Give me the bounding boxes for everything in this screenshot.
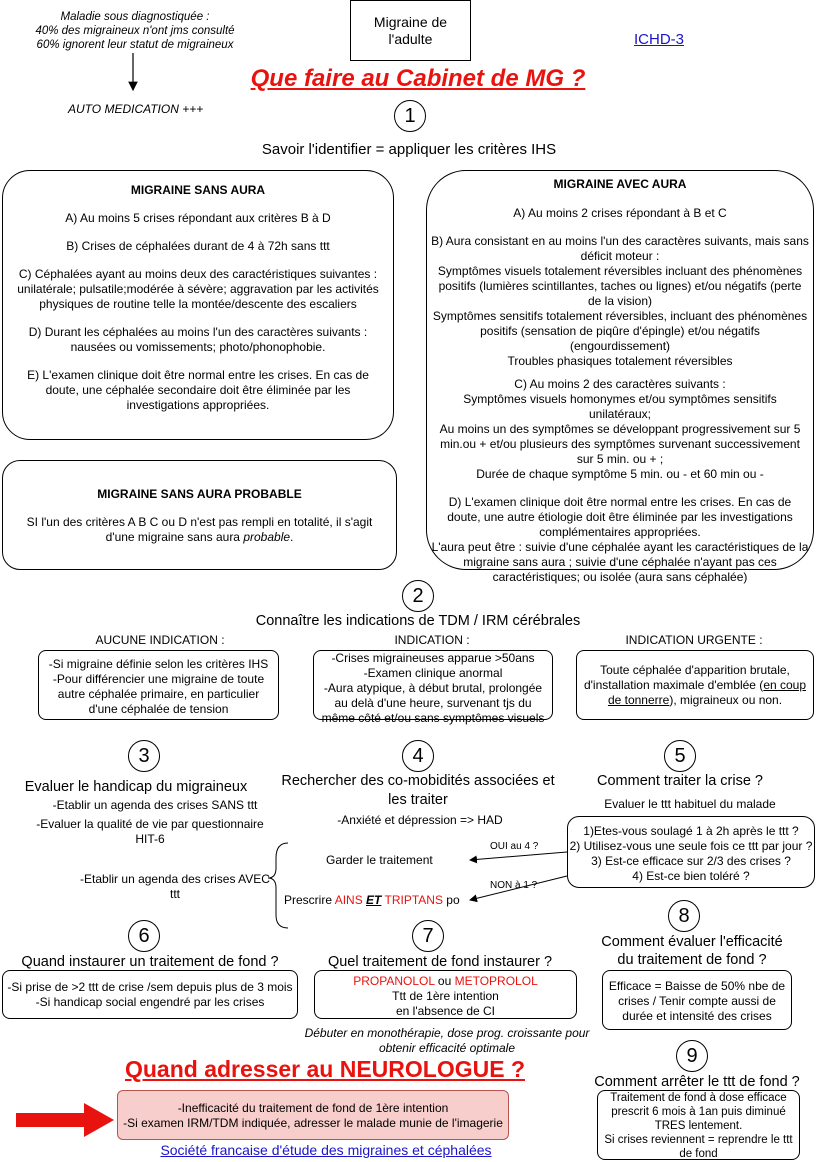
- criterion-d: [431, 495, 809, 585]
- indication-line: -Crises migraineuses apparue >50ans: [331, 651, 535, 665]
- step-number-4: 4: [402, 740, 434, 772]
- drug-line: [317, 974, 574, 989]
- probable-text-part: .: [290, 530, 294, 544]
- criterion-b: B) Crises de céphalées durant de 4 à 72h sans ttt: [66, 239, 330, 253]
- note-line: Maladie sous diagnostiquée :: [60, 11, 210, 23]
- col-label-indication: INDICATION :: [394, 633, 470, 647]
- step3-agenda-sans: -Etablir un agenda des crises SANS ttt: [52, 798, 258, 812]
- keep-treatment: Garder le traitement: [326, 853, 433, 867]
- col-label-aucune: AUCUNE INDICATION :: [95, 633, 225, 647]
- fond-which-line: Ttt de 1ère intention: [392, 989, 499, 1003]
- indication-line: -Pour différencier une migraine de toute autre céphalée primaire, en particulier d'une céphalée de tension: [52, 672, 265, 716]
- conjunction-et: ET: [366, 893, 382, 907]
- box-title: MIGRAINE AVEC AURA: [553, 177, 687, 191]
- probable-text-part: SI l'un des critères A B C ou D n'est pas rempli en totalité, il s'agit d'une migraine sans aura: [26, 515, 373, 544]
- step-number-1: 1: [394, 100, 426, 132]
- criterion-line: Durée de chaque symptôme 5 min. ou - et 60 min ou -: [476, 467, 764, 481]
- criterion-line: Symptômes visuels totalement réversibles incluant des phénomènes positifs (lumières scintillantes, taches ou lignes) et/ou négatifs (perte de la vision): [437, 264, 803, 308]
- step8-heading-line: Comment évaluer l'efficacité: [601, 934, 783, 950]
- underdiagnosis-note: [20, 10, 250, 52]
- step3-qualite-vie: -Evaluer la qualité de vie par questionnaire HIT-6: [36, 817, 264, 846]
- step-number-5: 5: [664, 740, 696, 772]
- criterion-a: A) Au moins 2 crises répondant à B et C: [513, 206, 727, 220]
- criterion-a: A) Au moins 5 crises répondant aux critères B à D: [65, 211, 331, 225]
- urgente-text: Toute céphalée d'apparition brutale, d'installation maximale d'emblée (: [583, 663, 790, 692]
- step8-heading: [592, 933, 792, 969]
- prescribe-text: po: [442, 893, 460, 907]
- topic-box: [350, 0, 471, 61]
- step5-sub: Evaluer le ttt habituel du malade: [604, 797, 776, 811]
- step6-heading: Quand instaurer un traitement de fond ?: [21, 954, 279, 970]
- main-title: Que faire au Cabinet de MG ?: [250, 65, 586, 92]
- col-label-urgente: INDICATION URGENTE :: [625, 633, 763, 647]
- crisis-question: 4) Est-ce bien toléré ?: [632, 869, 750, 883]
- step3-heading: Evaluer le handicap du migraineux: [24, 779, 248, 795]
- criterion-line: Au moins un des symptômes se développant progressivement sur 5 min.ou + et/ou plusieurs des symptômes survenant successivement sur 5 min. ou + ;: [439, 422, 801, 466]
- step9-heading: Comment arrêter le ttt de fond ?: [594, 1074, 800, 1090]
- crisis-questions-box: [567, 816, 815, 888]
- criterion-line: D) L'examen clinique doit être normal entre les crises. En cas de doute, une autre étiologie doit être éliminée par les investigations complémentaires appropriées.: [447, 495, 793, 539]
- indication-line: -Examen clinique anormal: [363, 666, 503, 680]
- efficacy-box: Efficace = Baisse de 50% nbe de crises / Tenir compte aussi de durée et intensité des crises: [602, 970, 792, 1030]
- migraine-sans-aura-box: [2, 170, 394, 440]
- note-line: 60% ignorent leur statut de migraineux: [36, 39, 234, 51]
- step-number-7: 7: [412, 920, 444, 952]
- criterion-line: B) Aura consistant en au moins l'un des caractères suivants, mais sans déficit moteur :: [431, 234, 809, 263]
- fond-when-line: -Si prise de >2 ttt de crise /sem depuis plus de 3 mois: [7, 980, 293, 994]
- drug-or: ou: [434, 974, 455, 988]
- indication-urgente-box: [576, 650, 814, 720]
- crisis-question: 2) Utilisez-vous une seule fois ce ttt par jour ?: [569, 839, 813, 853]
- box-title: MIGRAINE SANS AURA: [130, 183, 266, 197]
- box-title: MIGRAINE SANS AURA PROBABLE: [97, 487, 302, 501]
- ichd-link[interactable]: ICHD-3: [634, 31, 685, 48]
- neurologue-line: -Inefficacité du traitement de fond de 1ère intention: [177, 1101, 449, 1115]
- criterion-line: Troubles phasiques totalement réversibles: [507, 354, 733, 368]
- criterion-e: E) L'examen clinique doit être normal entre les crises. En cas de doute, une céphalée secondaire doit être éliminée par les investigations appropriées.: [27, 368, 369, 412]
- criterion-c: C) Céphalées ayant au moins deux des caractéristiques suivantes : unilatérale; pulsatile;modérée à sévère; aggravation par les activités physiques de routine telle la montée/descente des escaliers: [17, 267, 379, 311]
- criterion-c: [431, 377, 809, 482]
- criterion-d: D) Durant les céphalées au moins l'un des caractères suivants : nausées ou vomissements; photo/phonophobie.: [28, 325, 368, 354]
- step4-heading: Rechercher des co-mobidités associées et les traiter: [281, 773, 555, 808]
- prescribe-treatment: [284, 893, 460, 908]
- urgente-text: ), migraineux ou non.: [669, 693, 783, 707]
- neurologue-box: [117, 1090, 509, 1140]
- brace-keep-prescribe: [268, 843, 288, 928]
- society-link[interactable]: Société francaise d'étude des migraines et céphalées: [160, 1142, 492, 1158]
- prescribe-text: Prescrire: [284, 893, 335, 907]
- crisis-question: 1)Etes-vous soulagé 1 à 2h après le ttt ?: [583, 824, 799, 838]
- step7-heading: Quel traitement de fond instaurer ?: [327, 954, 553, 970]
- note-line: 40% des migraineux n'ont jms consulté: [35, 25, 235, 37]
- indication-line: -Si migraine définie selon les critères IHS: [48, 657, 269, 671]
- auto-medication-text: AUTO MEDICATION +++: [68, 102, 204, 116]
- criterion-line: L'aura peut être : suivie d'une céphalée ayant les caractéristiques de la migraine sans aura ; suivie d'une céphalée n'ayant pas ces caractéristiques; ou isolée (aura sans céphalée): [431, 540, 809, 584]
- oui-label: OUI au 4 ?: [490, 841, 539, 852]
- step1-heading: Savoir l'identifier = appliquer les critères IHS: [261, 141, 557, 158]
- urgente-underline: en coup de tonnerre: [607, 678, 807, 707]
- drug-metoprolol: METOPROLOL: [454, 974, 538, 988]
- stop-line: Traitement de fond à dose efficace prescrit 6 mois à 1an puis diminué TRES lentement.: [610, 1092, 787, 1132]
- probable-italic: probable: [243, 530, 291, 544]
- step3-agenda-avec: -Etablir un agenda des crises AVEC ttt: [80, 872, 270, 901]
- step4-anxiety: -Anxiété et dépression => HAD: [337, 813, 503, 827]
- indication-line: -Aura atypique, à début brutal, prolongée au delà d'une heure, survenant tjs du même côté et/ou sans symptômes visuels: [321, 681, 545, 725]
- crisis-question: 3) Est-ce efficace sur 2/3 des crises ?: [591, 854, 791, 868]
- drug-ains: AINS: [334, 893, 363, 907]
- red-arrow-icon: [16, 1103, 116, 1139]
- topic-line: l'adulte: [388, 31, 433, 47]
- step8-heading-line: du traitement de fond ?: [617, 952, 767, 968]
- fond-when-line: -Si handicap social engendré par les crises: [35, 995, 265, 1009]
- step-number-6: 6: [128, 920, 160, 952]
- fond-which-box: [314, 970, 577, 1019]
- stop-treatment-box: [597, 1090, 800, 1160]
- probable-text: [11, 515, 388, 545]
- step5-heading: Comment traiter la crise ?: [597, 773, 763, 789]
- criterion-line: Symptômes visuels homonymes et/ou symptômes sensitifs unilatéraux;: [463, 392, 777, 421]
- step-number-9: 9: [676, 1040, 708, 1072]
- drug-propanolol: PROPANOLOL: [353, 974, 435, 988]
- indication-box: [313, 650, 553, 725]
- criterion-b: [431, 234, 809, 369]
- stop-line: Si crises reviennent = reprendre le ttt de fond: [604, 1134, 793, 1160]
- monotherapy-note: Débuter en monothérapie, dose prog. croissante pour obtenir efficacité optimale: [304, 1026, 590, 1055]
- fond-which-line: en l'absence de CI: [395, 1004, 496, 1018]
- fond-when-box: [2, 970, 298, 1019]
- step2-heading: Connaître les indications de TDM / IRM cérébrales: [255, 613, 581, 629]
- drug-triptans: TRIPTANS: [384, 893, 443, 907]
- neurologue-title: Quand adresser au NEUROLOGUE ?: [124, 1056, 526, 1082]
- step-number-8: 8: [668, 900, 700, 932]
- criterion-line: C) Au moins 2 des caractères suivants :: [514, 377, 726, 391]
- aucune-indication-box: [38, 650, 279, 720]
- topic-line: Migraine de: [373, 14, 448, 30]
- migraine-probable-box: [2, 460, 397, 570]
- migraine-avec-aura-box: [426, 170, 814, 584]
- neurologue-line: -Si examen IRM/TDM indiquée, adresser le malade munie de l'imagerie: [123, 1116, 503, 1130]
- criterion-line: Symptômes sensitifs totalement réversibles, incluant des phénomènes positifs (sensation de piqûre d'épingle) et/ou négatifs (engourdissement): [432, 309, 808, 353]
- step-number-3: 3: [128, 740, 160, 772]
- step-number-2: 2: [402, 580, 434, 612]
- non-label: NON à 1 ?: [490, 880, 538, 891]
